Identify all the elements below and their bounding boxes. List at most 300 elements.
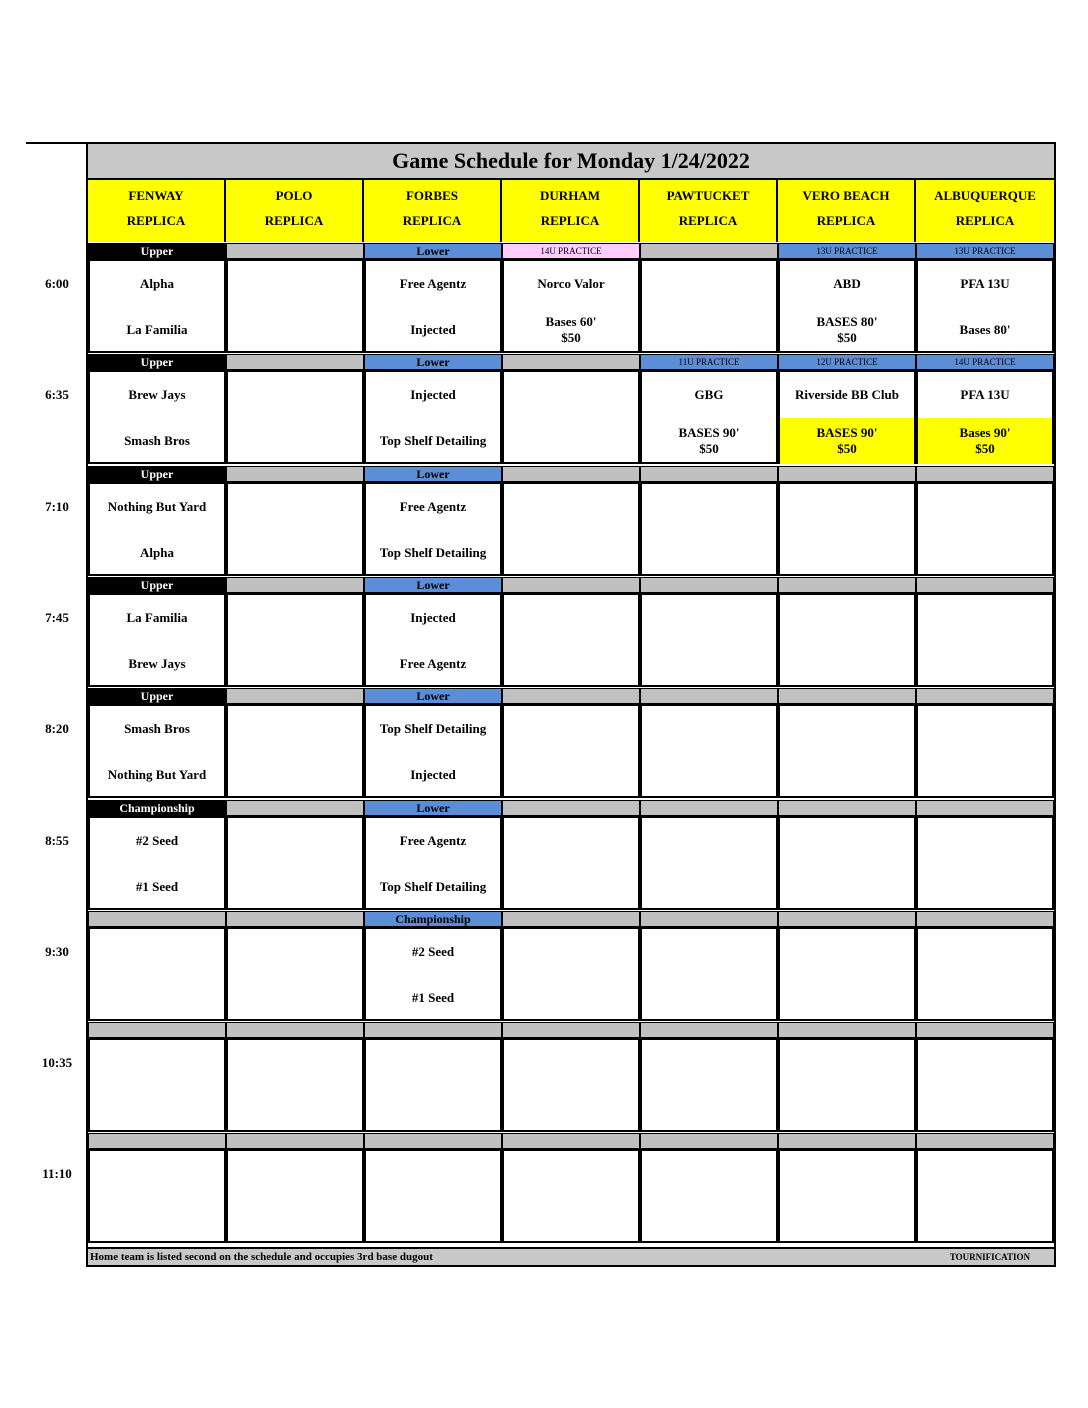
division-label [88, 1133, 226, 1149]
away-team [90, 1040, 224, 1086]
home-team [642, 641, 776, 687]
away-team: Free Agentz [399, 832, 467, 848]
game-cell[interactable] [916, 482, 1054, 576]
game-cell[interactable] [778, 259, 916, 353]
field-header [778, 180, 916, 242]
away-team [504, 1040, 638, 1086]
time-label: 6:35 [45, 387, 69, 403]
game-cell[interactable] [364, 1149, 502, 1243]
game-cell[interactable] [502, 482, 640, 576]
division-label: Upper [88, 354, 226, 370]
game-cell[interactable] [88, 1149, 226, 1243]
home-team-line: Top Shelf Detailing [379, 878, 487, 894]
home-team [780, 641, 914, 687]
game-cell[interactable] [226, 482, 364, 576]
division-label [502, 911, 640, 927]
home-team [366, 752, 500, 798]
home-team [504, 641, 638, 687]
division-label: 11U PRACTICE [640, 354, 778, 370]
division-label [640, 466, 778, 482]
division-label [502, 354, 640, 370]
home-team [228, 641, 362, 687]
home-team-line: Free Agentz [399, 655, 467, 671]
game-cell[interactable] [640, 259, 778, 353]
game-cell[interactable] [88, 482, 226, 576]
game-cell[interactable] [640, 482, 778, 576]
home-team [504, 418, 638, 464]
away-team [90, 929, 224, 975]
division-label [640, 577, 778, 593]
division-label: Lower [364, 577, 502, 593]
field-name: ALBUQUERQUE [934, 188, 1036, 203]
game-cell[interactable] [226, 370, 364, 464]
home-team-line: Brew Jays [128, 655, 186, 671]
home-team [366, 418, 500, 464]
home-team [642, 418, 776, 464]
home-team-line: Top Shelf Detailing [379, 544, 487, 560]
home-team [228, 864, 362, 910]
away-team: La Familia [126, 609, 188, 625]
field-header [364, 180, 502, 242]
away-team: Top Shelf Detailing [379, 721, 487, 737]
home-team [366, 1197, 500, 1243]
top-rule [26, 142, 88, 144]
away-team: Smash Bros [124, 721, 190, 737]
time-label: 9:30 [45, 943, 69, 959]
home-team [918, 752, 1052, 798]
away-team: Norco Valor [537, 276, 605, 291]
away-team: #2 Seed [135, 832, 179, 848]
fee-line: $50 [699, 441, 719, 457]
home-team-line: BASES 80' [816, 314, 878, 329]
game-cell[interactable] [502, 593, 640, 687]
field-header [502, 180, 640, 242]
field-subtitle: REPLICA [955, 213, 1015, 228]
game-cell[interactable] [88, 704, 226, 798]
game-cell[interactable] [226, 593, 364, 687]
home-team [504, 530, 638, 576]
home-team [90, 307, 224, 353]
home-team [780, 530, 914, 576]
home-team [642, 307, 776, 353]
home-team-line: BASES 90' [678, 425, 740, 441]
away-team [504, 706, 638, 752]
division-label [916, 577, 1054, 593]
division-label [640, 1133, 778, 1149]
home-team [90, 975, 224, 1021]
game-cell[interactable] [364, 704, 502, 798]
away-team [918, 706, 1052, 752]
home-team [90, 1086, 224, 1132]
home-team [228, 530, 362, 576]
fee-line: $50 [561, 330, 581, 345]
home-team-line: Bases 80' [959, 322, 1011, 337]
field-name: DURHAM [540, 188, 600, 203]
home-team-line: La Familia [126, 322, 188, 337]
division-label: 12U PRACTICE [778, 354, 916, 370]
game-cell[interactable] [364, 593, 502, 687]
away-team [228, 1040, 362, 1086]
home-team-line: Nothing But Yard [107, 767, 207, 783]
game-cell[interactable] [502, 704, 640, 798]
division-label [916, 688, 1054, 704]
game-cell[interactable] [88, 1038, 226, 1132]
home-team [918, 1197, 1052, 1243]
home-team-line: #1 Seed [411, 989, 455, 1005]
division-label [226, 800, 364, 816]
home-team [918, 975, 1052, 1021]
home-team [780, 752, 914, 798]
away-team [228, 706, 362, 752]
away-team [780, 595, 914, 641]
field-subtitle: REPLICA [126, 213, 186, 228]
fee-line: $50 [837, 330, 857, 345]
division-label [226, 688, 364, 704]
home-team-line: Injected [410, 767, 456, 783]
division-label [502, 688, 640, 704]
division-label [778, 1022, 916, 1038]
game-cell[interactable] [502, 816, 640, 910]
field-name: VERO BEACH [802, 188, 890, 203]
game-cell[interactable] [916, 593, 1054, 687]
field-subtitle: REPLICA [402, 213, 462, 228]
game-cell[interactable] [640, 370, 778, 464]
division-label: Lower [364, 354, 502, 370]
game-cell[interactable] [778, 1149, 916, 1243]
away-team: PFA 13U [960, 276, 1010, 291]
home-team [642, 1086, 776, 1132]
division-label: 13U PRACTICE [778, 243, 916, 259]
game-cell[interactable] [778, 593, 916, 687]
game-cell[interactable] [364, 482, 502, 576]
field-header [88, 180, 226, 242]
field-subtitle: REPLICA [264, 213, 324, 228]
away-team [504, 929, 638, 975]
game-cell[interactable] [502, 1038, 640, 1132]
away-team [780, 1040, 914, 1086]
away-team: Injected [410, 609, 456, 625]
game-cell[interactable] [640, 704, 778, 798]
away-team [918, 1040, 1052, 1086]
game-cell[interactable] [226, 259, 364, 353]
division-label [640, 800, 778, 816]
fee-line: $50 [975, 441, 995, 457]
away-team [642, 1040, 776, 1086]
time-label: 7:10 [45, 498, 69, 514]
game-cell[interactable] [778, 704, 916, 798]
division-label [778, 577, 916, 593]
home-team [90, 1197, 224, 1243]
division-label: Upper [88, 577, 226, 593]
game-cell[interactable] [226, 927, 364, 1021]
home-team [90, 641, 224, 687]
home-team-line: BASES 90' [816, 425, 878, 441]
field-name: POLO [275, 188, 313, 203]
division-label: Upper [88, 688, 226, 704]
division-label: Lower [364, 800, 502, 816]
away-team [228, 1151, 362, 1197]
away-team [642, 484, 776, 530]
field-subtitle: REPLICA [540, 213, 600, 228]
game-cell[interactable] [778, 370, 916, 464]
away-team: Brew Jays [128, 387, 186, 403]
game-cell[interactable] [640, 1038, 778, 1132]
home-team [918, 641, 1052, 687]
away-team [504, 484, 638, 530]
game-cell[interactable] [778, 482, 916, 576]
home-team [366, 1086, 500, 1132]
away-team: Free Agentz [399, 276, 467, 291]
game-cell[interactable] [502, 1149, 640, 1243]
division-label [226, 911, 364, 927]
home-team [642, 864, 776, 910]
home-team-line: Alpha [140, 544, 174, 560]
away-team [642, 706, 776, 752]
game-cell[interactable] [778, 927, 916, 1021]
away-team [504, 818, 638, 864]
game-cell[interactable] [916, 370, 1054, 464]
game-cell[interactable] [502, 927, 640, 1021]
home-team [918, 864, 1052, 910]
home-team [918, 307, 1052, 353]
game-cell[interactable] [916, 259, 1054, 353]
game-cell[interactable] [778, 816, 916, 910]
home-team [90, 864, 224, 910]
away-team: PFA 13U [960, 387, 1010, 403]
game-cell[interactable] [640, 816, 778, 910]
division-label: 14U PRACTICE [502, 243, 640, 259]
home-team [504, 307, 638, 353]
away-team [642, 261, 776, 307]
home-team-line: Bases 90' [959, 425, 1011, 441]
away-team [228, 484, 362, 530]
home-team [918, 418, 1052, 464]
away-team [228, 261, 362, 307]
away-team [642, 929, 776, 975]
away-team [642, 595, 776, 641]
footer-brand: TOURNIFICATION [949, 1252, 1030, 1262]
home-team [90, 530, 224, 576]
division-label [364, 1133, 502, 1149]
away-team [504, 372, 638, 418]
game-cell[interactable] [916, 1038, 1054, 1132]
home-team [918, 530, 1052, 576]
home-team [780, 1197, 914, 1243]
away-team: Alpha [140, 276, 174, 291]
game-cell[interactable] [226, 816, 364, 910]
division-label [88, 1022, 226, 1038]
division-label: 14U PRACTICE [916, 354, 1054, 370]
home-team-line: Injected [410, 322, 456, 337]
away-team [504, 595, 638, 641]
division-label [226, 243, 364, 259]
away-team: GBG [694, 387, 724, 403]
game-cell[interactable] [364, 1038, 502, 1132]
away-team: Free Agentz [399, 498, 467, 514]
time-label: 8:55 [45, 832, 69, 848]
time-label: 7:45 [45, 609, 69, 625]
home-team [228, 418, 362, 464]
away-team [918, 595, 1052, 641]
field-header [226, 180, 364, 242]
home-team-line: #1 Seed [135, 878, 179, 894]
away-team: #2 Seed [411, 943, 455, 959]
home-team [366, 864, 500, 910]
schedule-title: Game Schedule for Monday 1/24/2022 [88, 144, 1054, 180]
away-team [366, 1040, 500, 1086]
away-team [780, 484, 914, 530]
away-team [918, 1151, 1052, 1197]
field-subtitle: REPLICA [816, 213, 876, 228]
away-team [228, 372, 362, 418]
home-team [780, 975, 914, 1021]
away-team [642, 1151, 776, 1197]
away-team [918, 484, 1052, 530]
game-cell[interactable] [778, 1038, 916, 1132]
away-team [366, 1151, 500, 1197]
home-team [504, 1197, 638, 1243]
division-label [778, 1133, 916, 1149]
home-team [366, 975, 500, 1021]
division-label [778, 911, 916, 927]
time-label: 10:35 [41, 1055, 73, 1071]
home-team-line: Smash Bros [124, 433, 190, 449]
division-label [502, 577, 640, 593]
fee-line: $50 [837, 441, 857, 457]
away-team [90, 1151, 224, 1197]
field-subtitle: REPLICA [678, 213, 738, 228]
home-team [642, 975, 776, 1021]
time-label: 11:10 [42, 1166, 72, 1182]
home-team [366, 307, 500, 353]
home-team-line: Top Shelf Detailing [379, 433, 487, 449]
home-team [642, 752, 776, 798]
home-team [228, 1197, 362, 1243]
game-cell[interactable] [88, 927, 226, 1021]
division-label [226, 1022, 364, 1038]
footer-note: Home team is listed second on the schedule and occupies 3rd base dugout [90, 1251, 433, 1263]
division-label [640, 1022, 778, 1038]
home-team [642, 1197, 776, 1243]
time-label: 8:20 [45, 721, 69, 737]
field-name: FENWAY [128, 188, 184, 203]
game-cell[interactable] [88, 259, 226, 353]
home-team [642, 530, 776, 576]
game-cell[interactable] [364, 370, 502, 464]
away-team [918, 818, 1052, 864]
away-team: Nothing But Yard [107, 498, 207, 514]
game-cell[interactable] [916, 816, 1054, 910]
division-label [502, 800, 640, 816]
division-label [640, 911, 778, 927]
division-label [916, 1133, 1054, 1149]
division-label [502, 466, 640, 482]
division-label: Upper [88, 243, 226, 259]
division-label [778, 466, 916, 482]
game-cell[interactable] [640, 927, 778, 1021]
division-label: 13U PRACTICE [916, 243, 1054, 259]
home-team [366, 641, 500, 687]
game-cell[interactable] [226, 704, 364, 798]
division-label [916, 800, 1054, 816]
away-team [642, 818, 776, 864]
field-header [640, 180, 778, 242]
home-team [90, 752, 224, 798]
game-cell[interactable] [502, 259, 640, 353]
division-label: Lower [364, 243, 502, 259]
home-team [504, 975, 638, 1021]
division-label: Championship [364, 911, 502, 927]
division-label [916, 1022, 1054, 1038]
division-label [88, 911, 226, 927]
division-label [364, 1022, 502, 1038]
home-team [228, 307, 362, 353]
game-cell[interactable] [88, 370, 226, 464]
game-cell[interactable] [640, 1149, 778, 1243]
game-cell[interactable] [88, 593, 226, 687]
division-label: Lower [364, 466, 502, 482]
division-label [226, 1133, 364, 1149]
away-team [780, 818, 914, 864]
division-label [778, 800, 916, 816]
game-cell[interactable] [916, 927, 1054, 1021]
game-cell[interactable] [916, 1149, 1054, 1243]
division-label: Championship [88, 800, 226, 816]
away-team [228, 818, 362, 864]
home-team [228, 1086, 362, 1132]
game-cell[interactable] [364, 816, 502, 910]
division-label [226, 577, 364, 593]
home-team [504, 1086, 638, 1132]
away-team [780, 929, 914, 975]
field-name: FORBES [405, 188, 458, 203]
home-team [228, 752, 362, 798]
game-cell[interactable] [364, 927, 502, 1021]
home-team-line: Bases 60' [545, 314, 597, 329]
home-team [780, 307, 914, 353]
home-team [504, 752, 638, 798]
game-cell[interactable] [502, 370, 640, 464]
time-label: 6:00 [45, 276, 69, 291]
home-team [366, 530, 500, 576]
away-team: Injected [410, 387, 456, 403]
division-label [916, 911, 1054, 927]
away-team [504, 1151, 638, 1197]
division-label [226, 466, 364, 482]
division-label: Lower [364, 688, 502, 704]
division-label [502, 1133, 640, 1149]
game-cell[interactable] [226, 1038, 364, 1132]
division-label: Upper [88, 466, 226, 482]
division-label [640, 688, 778, 704]
away-team [780, 1151, 914, 1197]
away-team [918, 929, 1052, 975]
game-cell[interactable] [640, 593, 778, 687]
division-label [502, 1022, 640, 1038]
field-header [916, 180, 1054, 242]
division-label [778, 688, 916, 704]
game-cell[interactable] [226, 1149, 364, 1243]
division-label [640, 243, 778, 259]
away-team [228, 595, 362, 641]
game-cell[interactable] [364, 259, 502, 353]
game-cell[interactable] [916, 704, 1054, 798]
home-team [918, 1086, 1052, 1132]
division-label [226, 354, 364, 370]
away-team [780, 706, 914, 752]
away-team: Riverside BB Club [794, 387, 899, 403]
game-cell[interactable] [88, 816, 226, 910]
